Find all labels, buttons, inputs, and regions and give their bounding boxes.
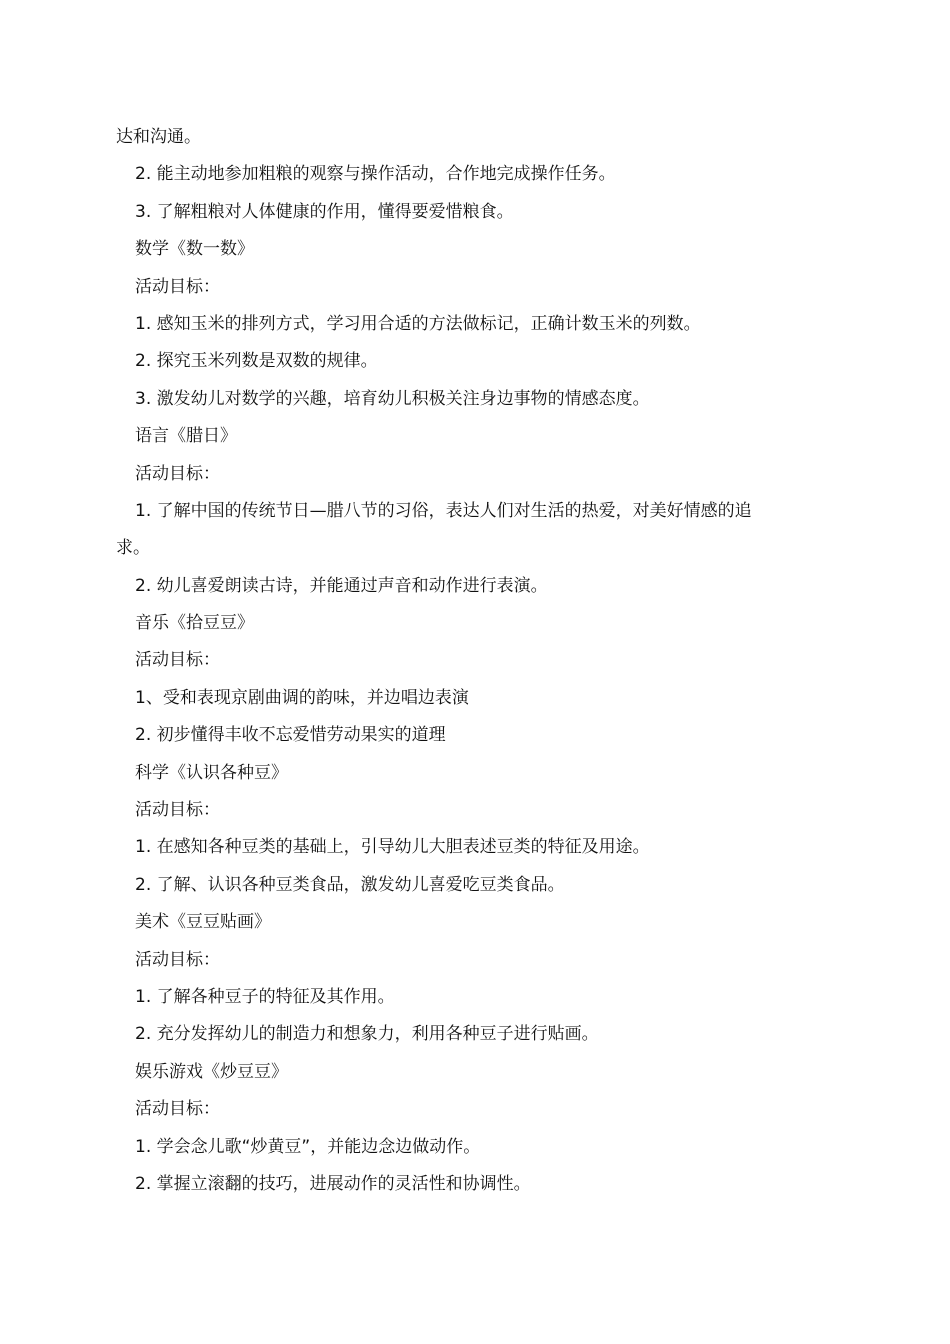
text-line: 2. 掌握立滚翻的技巧，进展动作的灵活性和协调性。	[135, 1173, 531, 1194]
text-line: 音乐《拾豆豆》	[135, 613, 254, 634]
text-line: 活动目标：	[135, 276, 220, 297]
text-line: 2. 能主动地参加粗粮的观察与操作活动，合作地完成操作任务。	[135, 164, 616, 185]
text-line: 数学《数一数》	[135, 239, 254, 260]
text-line: 2. 充分发挥幼儿的制造力和想象力，利用各种豆子进行贴画。	[135, 1024, 599, 1045]
text-line: 1. 了解各种豆子的特征及其作用。	[135, 986, 395, 1007]
text-line: 2. 幼儿喜爱朗读古诗，并能通过声音和动作进行表演。	[135, 575, 548, 596]
text-line: 2. 初步懂得丰收不忘爱惜劳动果实的道理	[135, 725, 446, 746]
text-line: 求。	[116, 538, 150, 559]
text-line: 活动目标：	[135, 463, 220, 484]
text-line: 1. 了解中国的传统节日—腊八节的习俗，表达人们对生活的热爱，对美好情感的追	[135, 500, 752, 521]
text-line: 1. 学会念儿歌“炒黄豆”，并能边念边做动作。	[135, 1136, 481, 1157]
text-line: 娱乐游戏《炒豆豆》	[135, 1061, 288, 1082]
text-line: 1. 感知玉米的排列方式，学习用合适的方法做标记，正确计数玉米的列数。	[135, 313, 701, 334]
document-body	[116, 119, 836, 1203]
text-line: 3. 激发幼儿对数学的兴趣，培育幼儿积极关注身边事物的情感态度。	[135, 388, 650, 409]
text-line: 活动目标：	[135, 800, 220, 821]
text-line: 2. 了解、认识各种豆类食品，激发幼儿喜爱吃豆类食品。	[135, 874, 565, 895]
text-line: 1. 在感知各种豆类的基础上，引导幼儿大胆表述豆类的特征及用途。	[135, 837, 650, 858]
text-line: 活动目标：	[135, 1099, 220, 1120]
text-line: 活动目标：	[135, 949, 220, 970]
text-line: 美术《豆豆贴画》	[135, 912, 271, 933]
text-line: 达和沟通。	[116, 127, 201, 147]
text-line: 科学《认识各种豆》	[135, 762, 288, 783]
text-line: 语言《腊日》	[135, 426, 237, 447]
text-line: 3. 了解粗粮对人体健康的作用，懂得要爱惜粮食。	[135, 201, 514, 222]
text-line: 活动目标：	[135, 650, 220, 671]
text-line: 1、受和表现京剧曲调的韵味，并边唱边表演	[135, 687, 469, 708]
text-line: 2. 探究玉米列数是双数的规律。	[135, 351, 378, 372]
